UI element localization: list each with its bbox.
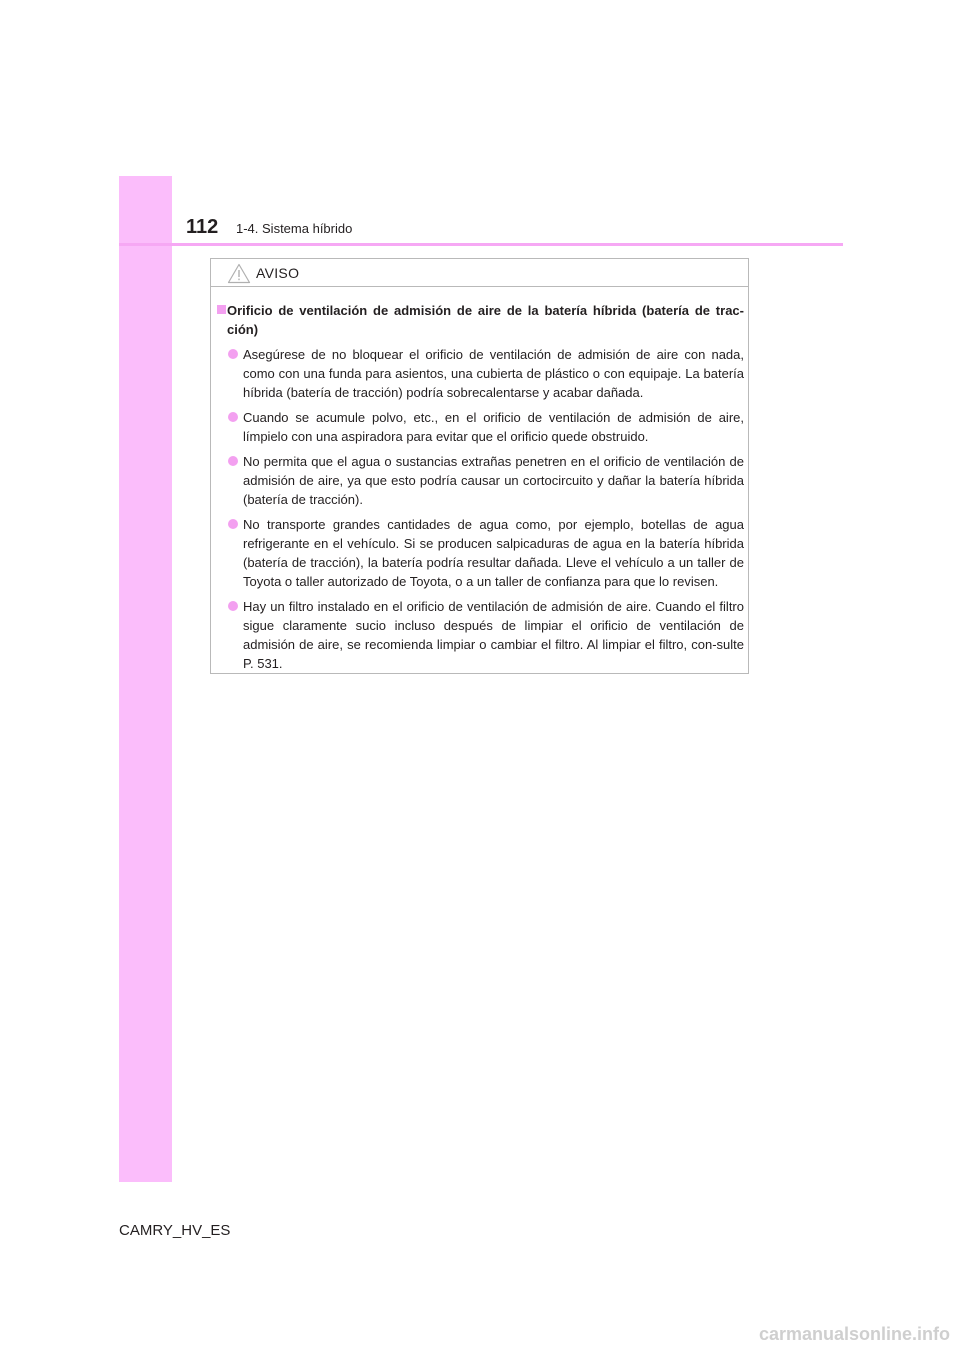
list-item	[217, 452, 744, 509]
list-item	[217, 345, 744, 402]
list-item-text: No transporte grandes cantidades de agua como, por ejemplo, botellas de agua refrigerante en el vehículo. Si se producen salpicaduras de agua en la batería híbrida (batería de tracción), la batería podría resultar dañada. Lleve el vehículo a un taller de Toyota o taller autorizado de Toyota, o a un taller de confianza para que lo revisen.	[243, 517, 744, 589]
circle-bullet-icon	[228, 412, 238, 422]
list-item-text: Hay un filtro instalado en el orificio de ventilación de admisión de aire. Cuando el filtro sigue claramente sucio incluso después de limpiar el orificio de ventilación de admisión de aire, se recomienda limpiar o cambiar el filtro. Al limpiar el filtro, con-sulte P. 531.	[243, 599, 744, 671]
header-rule	[119, 243, 843, 246]
circle-bullet-icon	[228, 519, 238, 529]
section-title: 1-4. Sistema híbrido	[236, 221, 353, 236]
list-item-text: Asegúrese de no bloquear el orificio de ventilación de admisión de aire con nada, como con una funda para asientos, una cubierta de plástico o con equipaje. La batería híbrida (batería de tracción) podría sobrecalentarse y acabar dañada.	[243, 347, 744, 400]
warning-triangle-icon	[227, 263, 251, 284]
footer-model-code: CAMRY_HV_ES	[119, 1222, 231, 1239]
warning-heading-text: Orificio de ventilación de admisión de aire de la batería híbrida (batería de trac-ción)	[227, 303, 744, 337]
circle-bullet-icon	[228, 349, 238, 359]
list-item-text: Cuando se acumule polvo, etc., en el orificio de ventilación de admisión de aire, límpielo con una aspiradora para evitar que el orificio quede obstruido.	[243, 410, 744, 444]
watermark-text: carmanualsonline.info	[758, 1324, 950, 1344]
list-item-text: No permita que el agua o sustancias extrañas penetren en el orificio de ventilación de admisión de aire, ya que esto podría causar un cortocircuito y dañar la batería híbrida (batería de tracción).	[243, 454, 744, 507]
list-item	[217, 515, 744, 591]
warning-heading	[217, 301, 744, 339]
circle-bullet-icon	[228, 601, 238, 611]
page-number: 112	[186, 216, 219, 238]
warning-body	[217, 301, 744, 679]
warning-bullet-list	[217, 345, 744, 673]
circle-bullet-icon	[228, 456, 238, 466]
warning-box	[210, 258, 749, 674]
square-bullet-icon	[217, 305, 226, 314]
list-item	[217, 408, 744, 446]
warning-header	[211, 259, 748, 287]
warning-label: AVISO	[256, 265, 300, 281]
side-color-band	[119, 176, 172, 1182]
list-item	[217, 597, 744, 673]
